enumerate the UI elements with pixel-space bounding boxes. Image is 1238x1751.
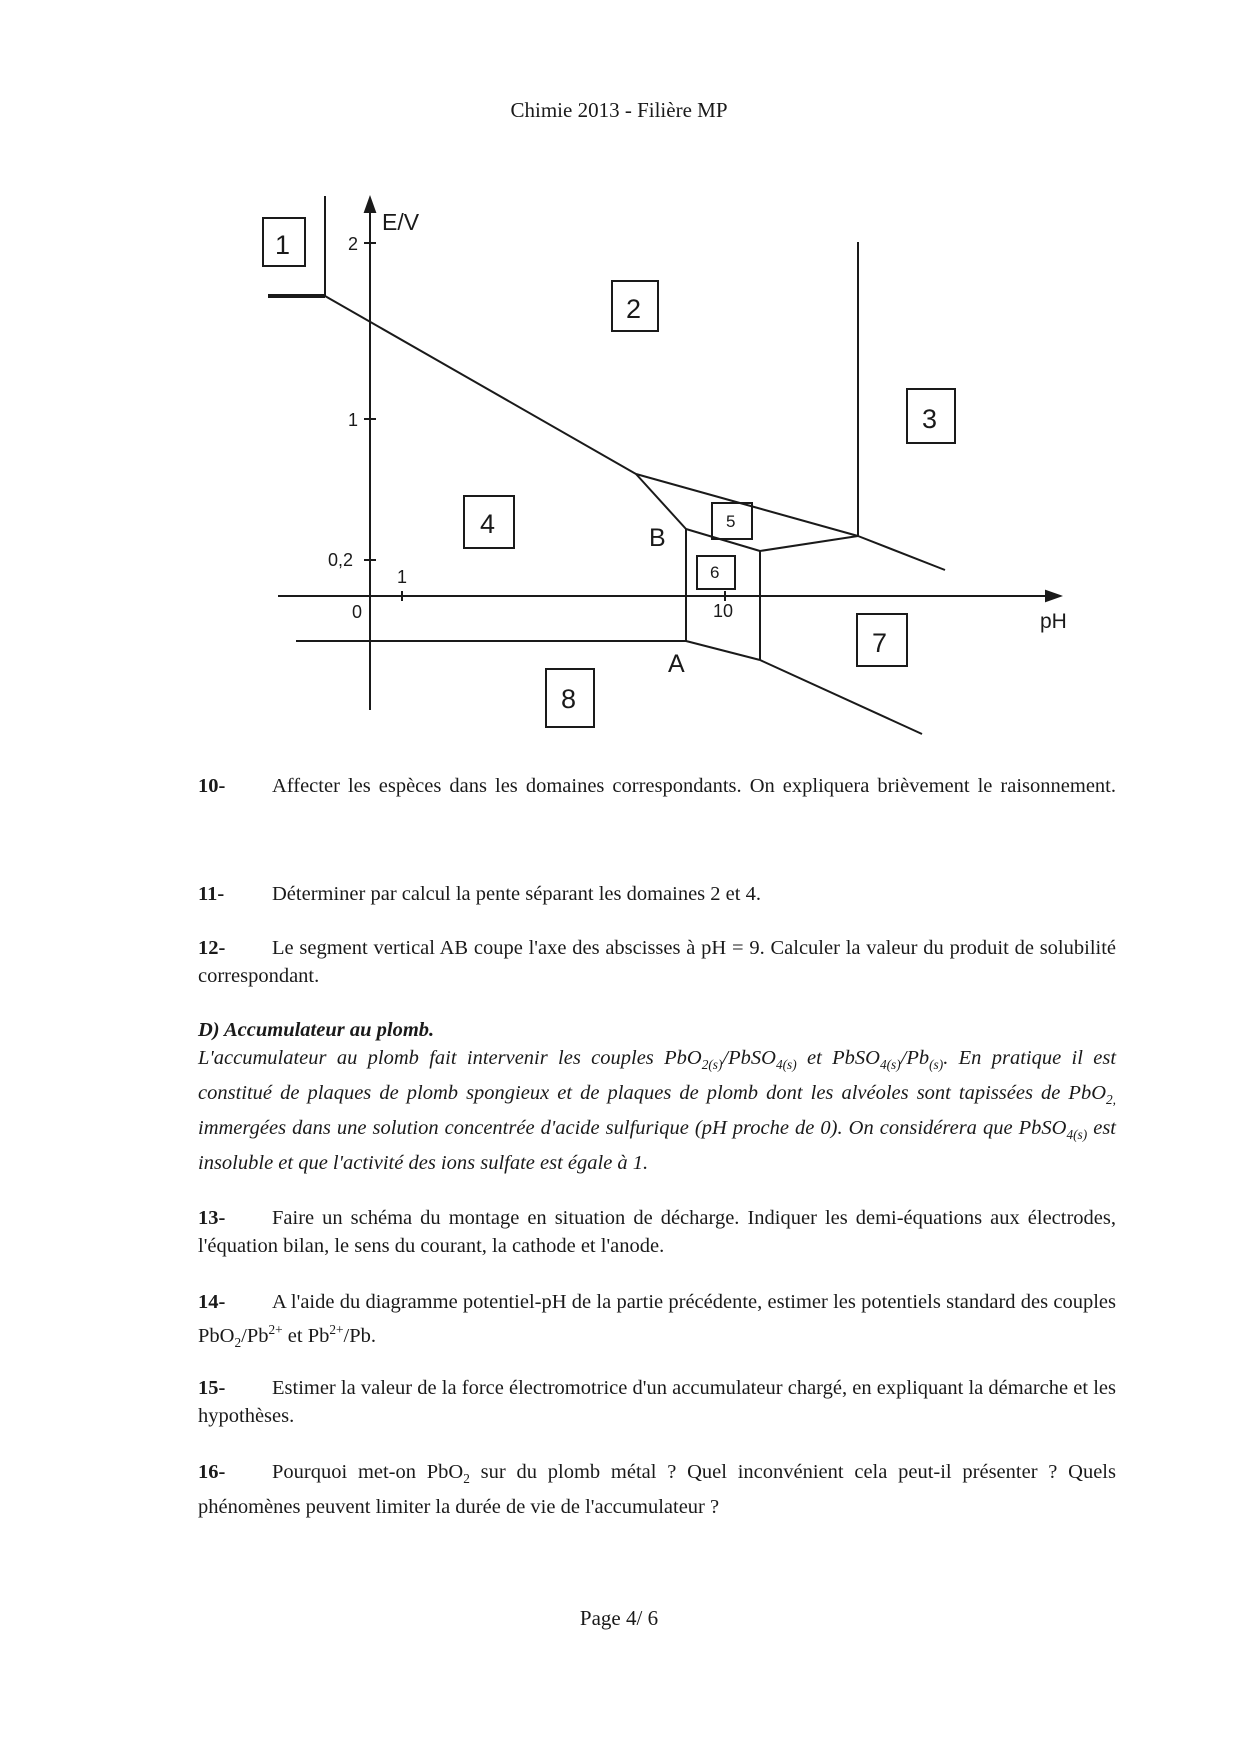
domain-label-8: 8	[561, 684, 577, 714]
potential-ph-diagram	[0, 0, 1238, 760]
domain-label-6: 6	[710, 563, 720, 582]
boundary-2-5	[636, 474, 858, 536]
x-axis-label: pH	[1040, 610, 1067, 633]
page-footer	[0, 1606, 1238, 1631]
boundary-7-8-slope	[760, 660, 922, 734]
domain-label-7: 7	[872, 628, 888, 658]
page-number: Page 4/ 6	[579, 1606, 659, 1630]
boundary-5-3	[760, 536, 858, 551]
question-15	[198, 1374, 1116, 1430]
question-14: 14- A l'aide du diagramme potentiel-pH de la partie précédente, estimer les potentiels standard des couples $PbO_2/Pb^{2+}$ et $Pb^{2+}/Pb$.	[198, 1288, 1116, 1357]
domain-label-1: 1	[275, 230, 291, 260]
y-tick-label-2: 2	[348, 234, 359, 254]
question-text: Déterminer par calcul la pente séparant les domaines 2 et 4.	[272, 883, 761, 905]
x-tick-label-0: 0	[352, 602, 363, 622]
question-12	[198, 934, 1116, 990]
domain-label-2: 2	[626, 294, 642, 324]
y-tick-label-1: 1	[348, 410, 359, 430]
question-number: 14-	[198, 1291, 226, 1313]
question-13	[198, 1204, 1116, 1260]
boundary-6-8	[686, 641, 760, 660]
question-number: 13-	[198, 1207, 226, 1229]
question-number: 10-	[198, 775, 226, 797]
question-number: 12-	[198, 937, 226, 959]
question-text: Estimer la valeur de la force électromotrice d'un accumulateur chargé, en expliquant la démarche et les hypothèses.	[198, 1377, 1116, 1427]
question-number: 16-	[198, 1461, 226, 1483]
question-16: 16- Pourquoi met-on PbO$_2$ sur du plomb métal ? Quel inconvénient cela peut-il présenter ? Quels phénomènes peuvent limiter la durée de vie de l'accumulateur ?	[198, 1458, 1116, 1521]
boundary-2-4	[325, 296, 636, 474]
section-d	[198, 1016, 1116, 1177]
y-axis-label: E/V	[382, 209, 420, 235]
boundary-4-5	[636, 474, 686, 529]
question-text: Affecter les espèces dans les domaines correspondants. On expliquera brièvement le raisonnement.	[272, 775, 1116, 797]
question-10	[198, 772, 1116, 800]
question-number: 15-	[198, 1377, 226, 1399]
question-11	[198, 880, 1116, 908]
x-tick-label-10: 10	[713, 601, 734, 621]
boundary-3-7-slope	[858, 536, 945, 570]
section-intro: L'accumulateur au plomb fait intervenir les couples PbO$_{2(s)}$/PbSO$_{4(s)}$ et $PbSO_{4(s)}/Pb_{(s)}$. En pratique il est constitué de plaques de plomb spongieux et de plaques de plomb dont les alvéoles sont tapissées de PbO$_{2,}$ immergées dans une solution concentrée d'acide sulfurique (pH proche de 0). On considérera que PbSO$_{4(s)}$ est insoluble et que l'activité des ions sulfate est égale à 1.	[198, 1047, 1117, 1175]
point-label-a: A	[668, 650, 685, 678]
domain-label-5: 5	[726, 512, 736, 531]
y-axis-arrow	[365, 198, 375, 212]
domain-label-4: 4	[480, 509, 496, 539]
question-text: Faire un schéma du montage en situation de décharge. Indiquer les demi-équations aux électrodes, l'équation bilan, le sens du courant, la cathode et l'anode.	[198, 1207, 1116, 1257]
x-tick-label-1: 1	[397, 567, 408, 587]
y-tick-label-02: 0,2	[328, 550, 354, 570]
question-text: Le segment vertical AB coupe l'axe des abscisses à pH = 9. Calculer la valeur du produit de solubilité correspondant.	[198, 937, 1116, 987]
domain-label-3: 3	[922, 404, 938, 434]
question-number: 11-	[198, 883, 225, 905]
header-title: Chimie 2013 - Filière MP	[510, 98, 728, 122]
x-axis-arrow	[1046, 591, 1060, 601]
point-label-b: B	[649, 524, 666, 552]
section-title: D) Accumulateur au plomb.	[198, 1019, 435, 1041]
